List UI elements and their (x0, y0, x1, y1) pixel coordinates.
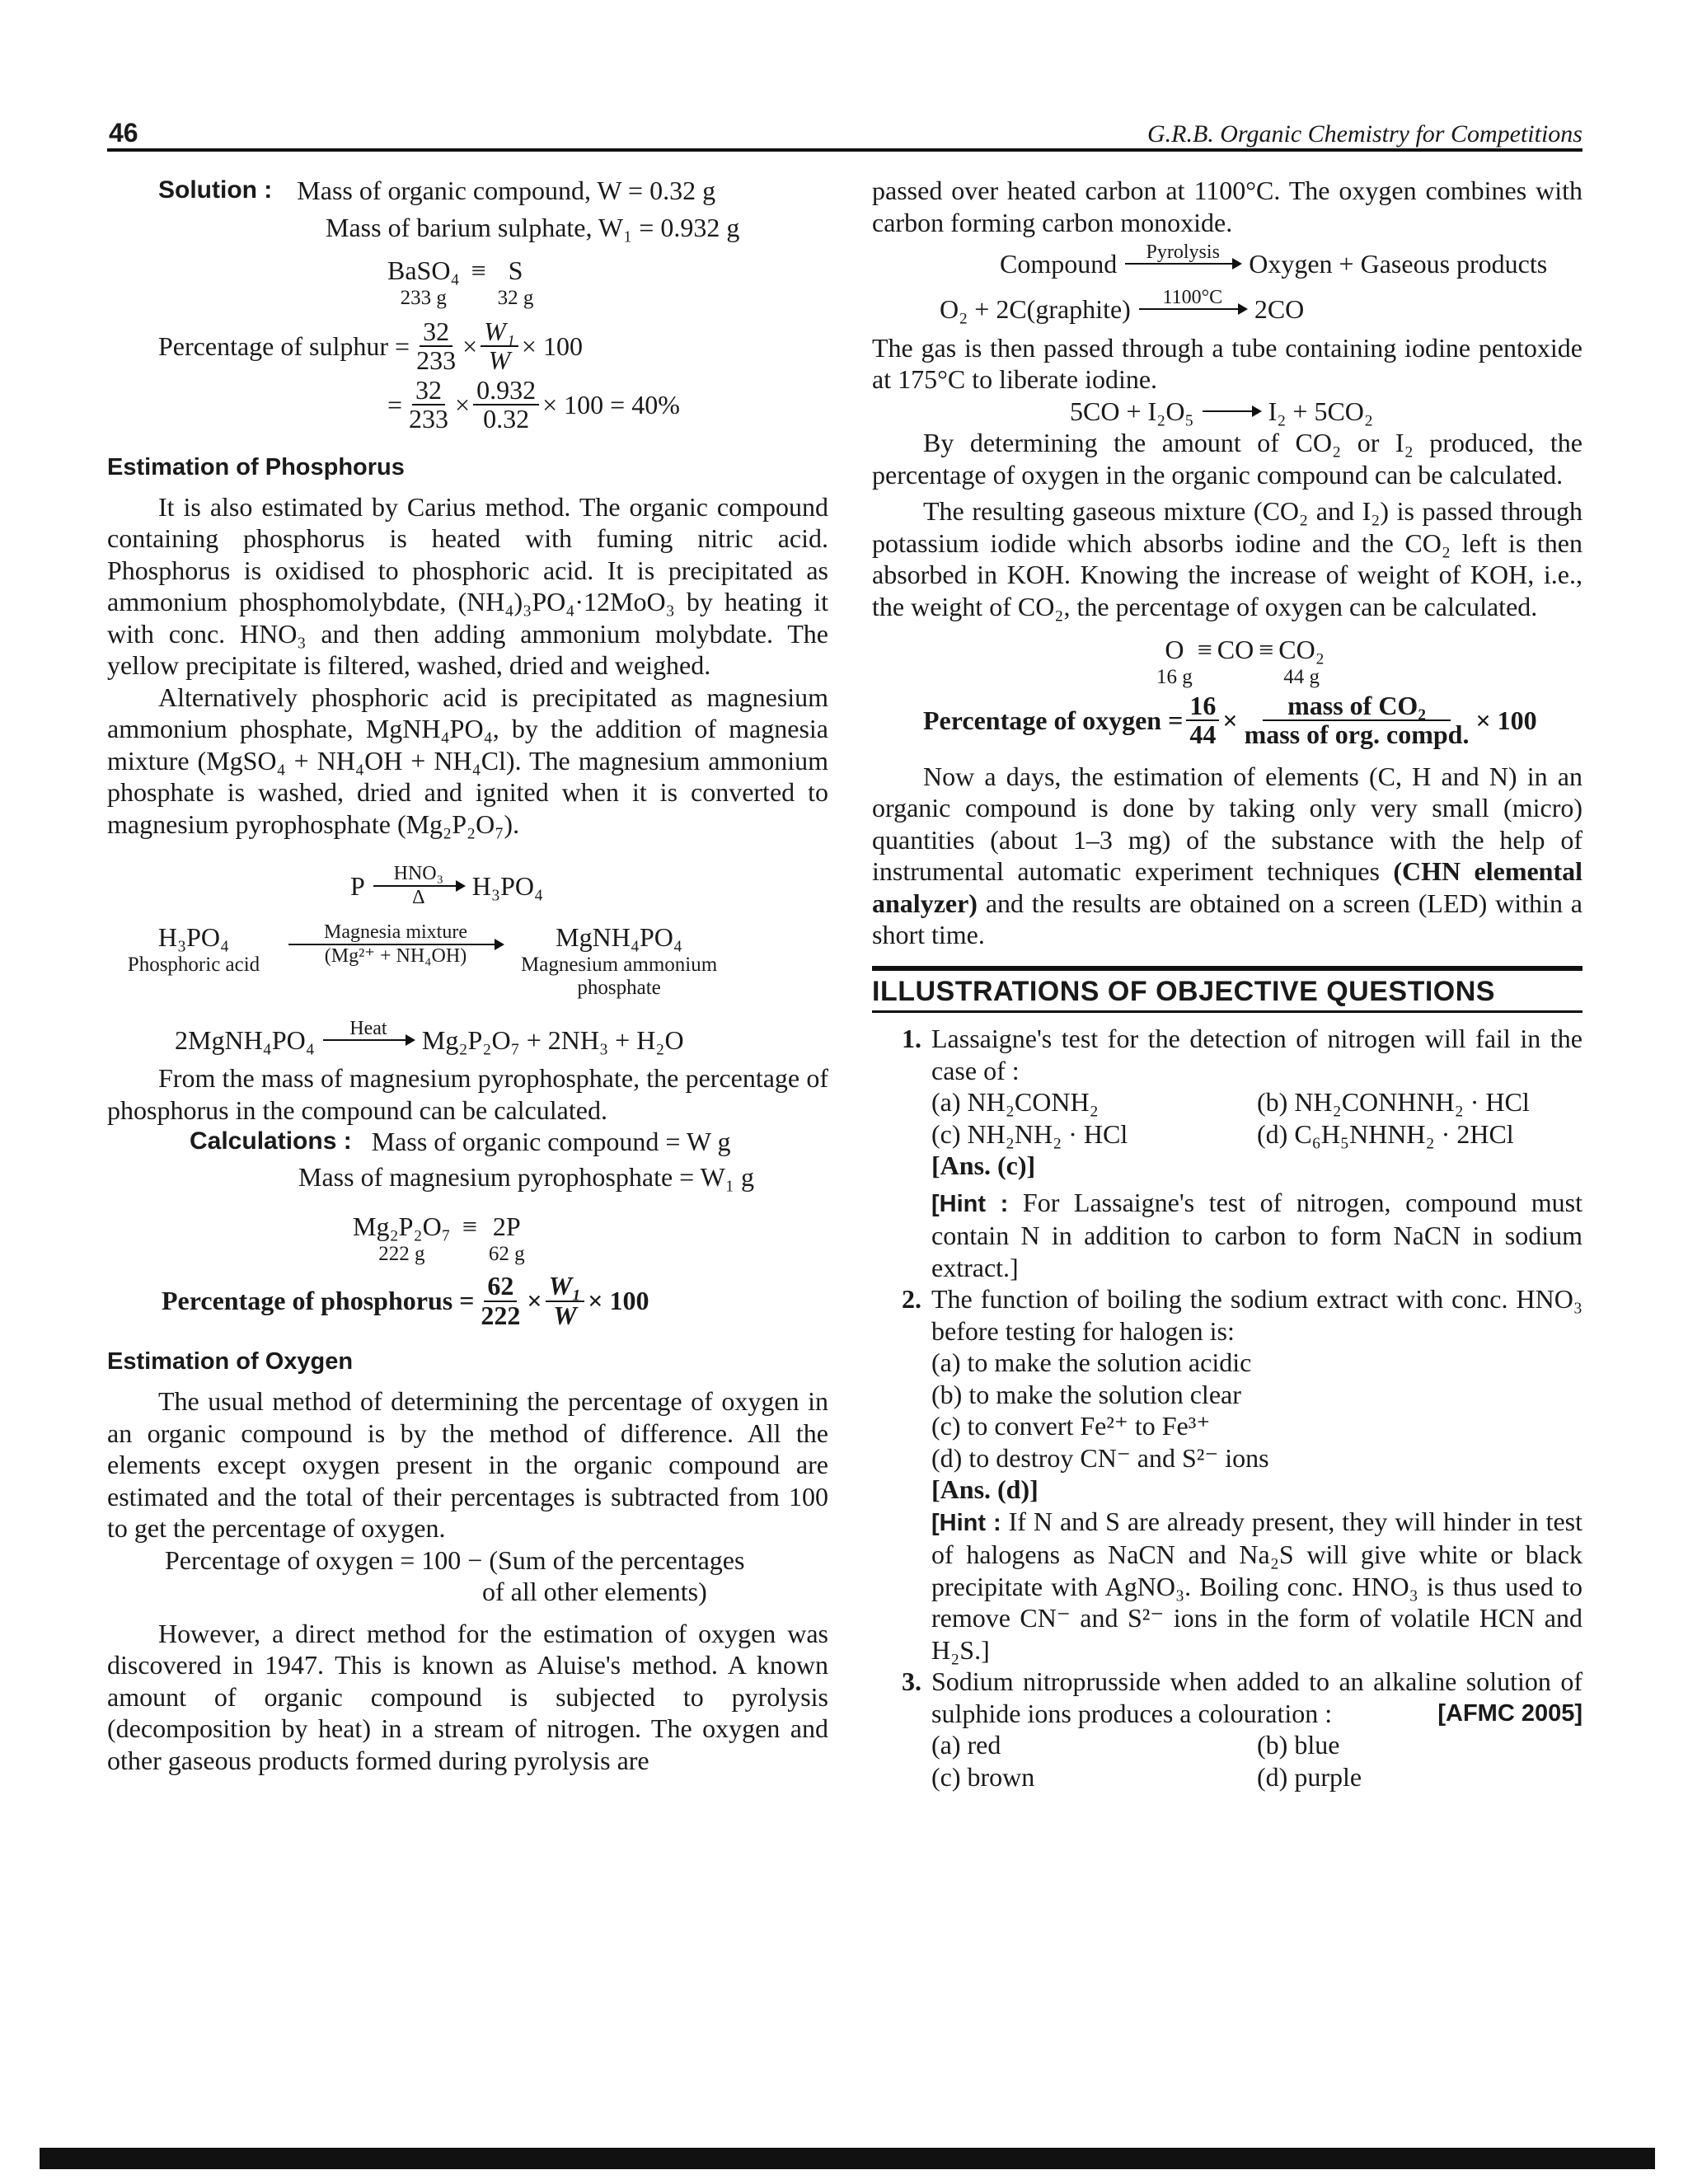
equiv-symbol: ≡ (1259, 635, 1274, 665)
right-paragraph-5 (872, 761, 1582, 951)
reactant: Compound (1000, 249, 1118, 279)
option-d: (d) C₆H₅NHNH₂ · 2HCl (1257, 1118, 1514, 1149)
hint-text: If N and S are already present, they will hinder in test of halogens as NaCN and Na₂S will give white or black precipitate with AgNO₃. Boiling conc. HNO₃ is thus used to remove CN⁻ and S²⁻ ions in the form of volatile HCN and H₂S.] (931, 1506, 1583, 1665)
running-head: G.R.B. Organic Chemistry for Competitions (1146, 120, 1582, 148)
mass-organic-compound: Mass of organic compound, W = 0.32 g (297, 176, 716, 205)
answer: [Ans. (c)] (931, 1151, 1036, 1181)
oxygen-co2-equivalence (1156, 634, 1582, 689)
fraction-denominator: 233 (416, 345, 457, 376)
arrow-label-bottom: Δ (412, 886, 425, 908)
fraction-denominator: 222 (481, 1300, 521, 1330)
hint (931, 1506, 1582, 1666)
reactant: 5CO + I₂O₅ (1070, 396, 1194, 426)
question-number: 2. (902, 1284, 921, 1315)
sulphur-percentage-formula (158, 318, 828, 375)
phosphorus-paragraph-1: It is also estimated by Carius method. The organic compound containing phosphorus is heated with fuming nitric acid. Phosphorus is oxidised to phosphoric acid. It is precipitated as ammonium phosphomolybdate, (NH₄)₃PO₄·12MoO₃ by heating it with conc. HNO₃ and then adding ammonium molybdate. The yellow precipitate is filtered, washed, dried and weighed. (107, 491, 828, 681)
hint-text: For Lassaigne's test of nitrogen, compound must contain N in addition to carbon to form NaCN in sodium extract.] (931, 1187, 1583, 1282)
fraction-numerator: 0.932 (473, 377, 539, 406)
question-3 (872, 1666, 1582, 1793)
fraction-denominator: mass of org. compd. (1244, 719, 1470, 750)
option-c: (c) NH₂NH₂ · HCl (931, 1118, 1128, 1149)
times-100: × 100 (588, 1286, 649, 1316)
2p-formula: 2P (492, 1212, 521, 1242)
option-a: (a) to make the solution acidic (931, 1347, 1252, 1378)
fraction-numerator: 32 (412, 377, 445, 406)
product: Mg₂P₂O₇ + 2NH₃ + H₂O (421, 1024, 684, 1055)
question-body: Sodium nitroprusside when added to an alkaline solution of sulphide ions produces a colouration : (931, 1666, 1582, 1728)
reaction-arrow (323, 1018, 414, 1063)
fraction-numerator: W₁ (481, 318, 518, 348)
fraction-denominator: 233 (409, 404, 449, 434)
oxygen-paragraph-1: The usual method of determining the percentage of oxygen in an organic compound is by the method of difference. All the elements except oxygen present in the organic compound are estimated and the total of their percentages is subtracted from 100 to get the percentage of oxygen. (107, 1386, 828, 1544)
question-number: 1. (902, 1024, 921, 1054)
reaction-carbon-monoxide (940, 287, 1582, 332)
reaction-arrow (288, 921, 503, 967)
reaction-iodine-pentoxide (1070, 396, 1582, 428)
product-name: Magnesium ammonium (521, 953, 718, 976)
reaction-magnesia-mixture (107, 921, 828, 1000)
times-symbol: × (1222, 705, 1238, 735)
product: MgNH₄PO₄ (556, 922, 683, 953)
calculations-line-1 (190, 1126, 828, 1158)
option-b: (b) NH₂CONHNH₂ · HCl (1257, 1087, 1530, 1118)
option-b: (b) blue (1257, 1730, 1340, 1760)
right-paragraph-3: By determining the amount of CO₂ or I₂ produced, the percentage of oxygen in the organic compound can be calculated. (872, 428, 1582, 490)
hint-label: [Hint : (931, 1190, 1009, 1217)
oxygen-paragraph-2: However, a direct method for the estimation of oxygen was discovered in 1947. This is known as Aluise's method. A known amount of organic compound is subjected to pyrolysis (decomposition by heat) in a stream of nitrogen. The oxygen and other gaseous products formed during pyrolysis are (107, 1618, 828, 1775)
o-formula: O (1165, 635, 1184, 665)
times-symbol: × (462, 330, 478, 361)
option-d: (d) to destroy CN⁻ and S²⁻ ions (931, 1442, 1269, 1473)
times-symbol: × (455, 390, 471, 420)
times-100: × 100 (1475, 705, 1537, 735)
product-name: phosphate (577, 976, 661, 999)
solution-label: Solution : (158, 176, 273, 204)
option-c: (c) to convert Fe²⁺ to Fe³⁺ (931, 1411, 1211, 1441)
oxygen-percentage-formula (923, 692, 1582, 749)
sulphur-result-value: × 100 = 40% (542, 390, 680, 420)
reaction-arrow (1203, 410, 1260, 412)
option-c: (c) brown (931, 1761, 1035, 1792)
reactant-name: Phosphoric acid (127, 953, 260, 976)
heading-estimation-phosphorus: Estimation of Phosphorus (107, 453, 405, 480)
heading-estimation-oxygen: Estimation of Oxygen (107, 1348, 354, 1376)
product: Oxygen + Gaseous products (1249, 249, 1548, 279)
arrow-label-top: 1100°C (1162, 286, 1223, 308)
answer: [Ans. (d)] (931, 1474, 1039, 1505)
phosphorus-percentage-label: Percentage of phosphorus = (162, 1286, 475, 1316)
option-a: (a) NH₂CONH₂ (931, 1087, 1099, 1118)
calc-mass-organic: Mass of organic compound = W g (371, 1127, 731, 1157)
oxygen-difference-line-1: Percentage of oxygen = 100 − (Sum of the percentages (165, 1544, 745, 1575)
mg2p2o7-formula: Mg₂P₂O₇ (353, 1212, 451, 1242)
reaction-arrow (1125, 241, 1240, 287)
fraction-denominator: W (488, 345, 511, 376)
oxygen-percentage-label: Percentage of oxygen = (923, 705, 1184, 735)
equiv-symbol: ≡ (471, 255, 486, 285)
reactant: H₃PO₄ (157, 922, 230, 953)
arrow-label-bottom: (Mg²⁺ + NH₄OH) (324, 944, 467, 967)
right-paragraph-1: passed over heated carbon at 1100°C. The oxygen combines with carbon forming carbon monoxide. (872, 176, 1582, 237)
reaction-arrow (1139, 287, 1246, 332)
mg2p2o7-2p-equivalence (353, 1211, 828, 1266)
reaction-pyrolysis (1000, 241, 1582, 287)
mass-barium-sulphate: Mass of barium sulphate, W₁ = 0.932 g (326, 212, 740, 242)
chn-text: Now a days, the estimation of elements (C, H and N) in an organic compound is done by taking only very small (micro) quantities (about 1–3 mg) of the substance with the help of instrumental automatic experiment techniques (872, 761, 1582, 887)
reactant: P (350, 870, 365, 901)
hint (931, 1187, 1582, 1284)
reaction-arrow (373, 863, 464, 908)
fraction-denominator: 0.32 (483, 404, 530, 434)
question-2 (872, 1283, 1582, 1666)
chn-analyzer-bold: (CHN elemental analyzer) (872, 856, 1583, 918)
o-mass: 16 g (1156, 665, 1193, 688)
option-b: (b) to make the solution clear (931, 1379, 1241, 1409)
phosphorus-percentage-formula (162, 1272, 828, 1329)
s-formula: S (508, 255, 523, 285)
right-paragraph-2: The gas is then passed through a tube containing iodine pentoxide at 175°C to liberate iodine. (872, 332, 1582, 395)
reactant: 2MgNH₄PO₄ (175, 1024, 315, 1055)
exam-tag: [AFMC 2005] (1437, 1699, 1582, 1727)
arrow-label-top: Magnesia mixture (324, 921, 467, 944)
baso4-s-equivalence (387, 255, 828, 310)
option-d: (d) purple (1257, 1761, 1362, 1792)
equiv-symbol: ≡ (462, 1212, 477, 1242)
times-symbol: × (527, 1286, 542, 1316)
reactant: O₂ + 2C(graphite) (940, 293, 1131, 324)
arrow-label-top: Pyrolysis (1146, 241, 1220, 263)
fraction-numerator: mass of CO₂ (1263, 692, 1451, 722)
solution-line-1 (158, 175, 828, 207)
arrow-label-top: HNO₃ (393, 863, 443, 885)
page-number: 46 (109, 118, 138, 148)
objective-questions-banner: ILLUSTRATIONS OF OBJECTIVE QUESTIONS (872, 966, 1582, 1014)
chn-text-tail: and the results are obtained on a screen (LED) within a short time. (872, 888, 1583, 950)
baso4-mass: 233 g (400, 286, 447, 309)
fraction-denominator: W (553, 1300, 577, 1330)
reaction-p-to-h3po4 (350, 863, 828, 908)
arrow-label-top: Heat (349, 1017, 387, 1039)
equals-symbol: = (387, 390, 403, 420)
fraction-numerator: W₁ (546, 1272, 585, 1302)
question-number: 3. (902, 1666, 921, 1697)
right-column (872, 175, 1582, 1793)
sulphur-percentage-result (387, 374, 828, 434)
phosphorus-paragraph-2: Alternatively phosphoric acid is precipitated as magnesium ammonium phosphate, MgNH₄PO₄, by the addition of magnesia mixture (MgSO₄ + NH₄OH + NH₄Cl). The magnesium ammonium phosphate is washed, dried and ignited when it is converted to magnesium pyrophosphate (Mg₂P₂O₇). (107, 682, 828, 839)
2p-mass: 62 g (488, 1242, 525, 1265)
fraction-numerator: 16 (1186, 692, 1219, 722)
product: H₃PO₄ (471, 870, 544, 901)
header-rule (107, 148, 1582, 152)
co-formula: CO (1217, 635, 1254, 665)
question-1 (872, 1023, 1582, 1283)
left-column (107, 175, 828, 1776)
mg2p2o7-mass: 222 g (378, 1242, 425, 1265)
product: I₂ + 5CO₂ (1268, 396, 1374, 426)
phosphorus-paragraph-3: From the mass of magnesium pyrophosphate, the percentage of phosphorus in the compound can be calculated. (107, 1063, 828, 1125)
fraction-denominator: 44 (1189, 719, 1217, 750)
question-text: Lassaigne's test for the detection of nitrogen will fail in the case of : (931, 1024, 1582, 1085)
equiv-symbol: ≡ (1197, 635, 1212, 665)
oxygen-difference-line-2: of all other elements) (482, 1577, 707, 1607)
right-paragraph-4: The resulting gaseous mixture (CO₂ and I₂) is passed through potassium iodide which absorbs iodine and the CO₂ left is then absorbed in KOH. Knowing the increase of weight of KOH, i.e., the weight of CO₂, the percentage of oxygen can be calculated. (872, 496, 1582, 621)
co2-mass: 44 g (1283, 665, 1320, 688)
footer-bar (40, 2148, 1655, 2169)
sulphur-percentage-label: Percentage of sulphur = (158, 330, 410, 361)
co2-formula: CO₂ (1278, 635, 1325, 665)
baso4-formula: BaSO₄ (387, 255, 460, 285)
s-mass: 32 g (497, 286, 534, 309)
calculations-label: Calculations : (190, 1127, 352, 1155)
hint-label: [Hint : (931, 1509, 1001, 1536)
question-text (931, 1666, 1582, 1729)
reaction-ignition (175, 1018, 828, 1063)
times-100: × 100 (521, 330, 583, 361)
option-a: (a) red (931, 1730, 1001, 1760)
product: 2CO (1254, 293, 1305, 324)
fraction-numerator: 62 (484, 1272, 517, 1302)
calc-mass-pyrophosphate: Mass of magnesium pyrophosphate = W₁ g (298, 1161, 754, 1192)
question-text: The function of boiling the sodium extract with conc. HNO₃ before testing for halogen is: (931, 1284, 1582, 1346)
fraction-numerator: 32 (420, 318, 452, 348)
